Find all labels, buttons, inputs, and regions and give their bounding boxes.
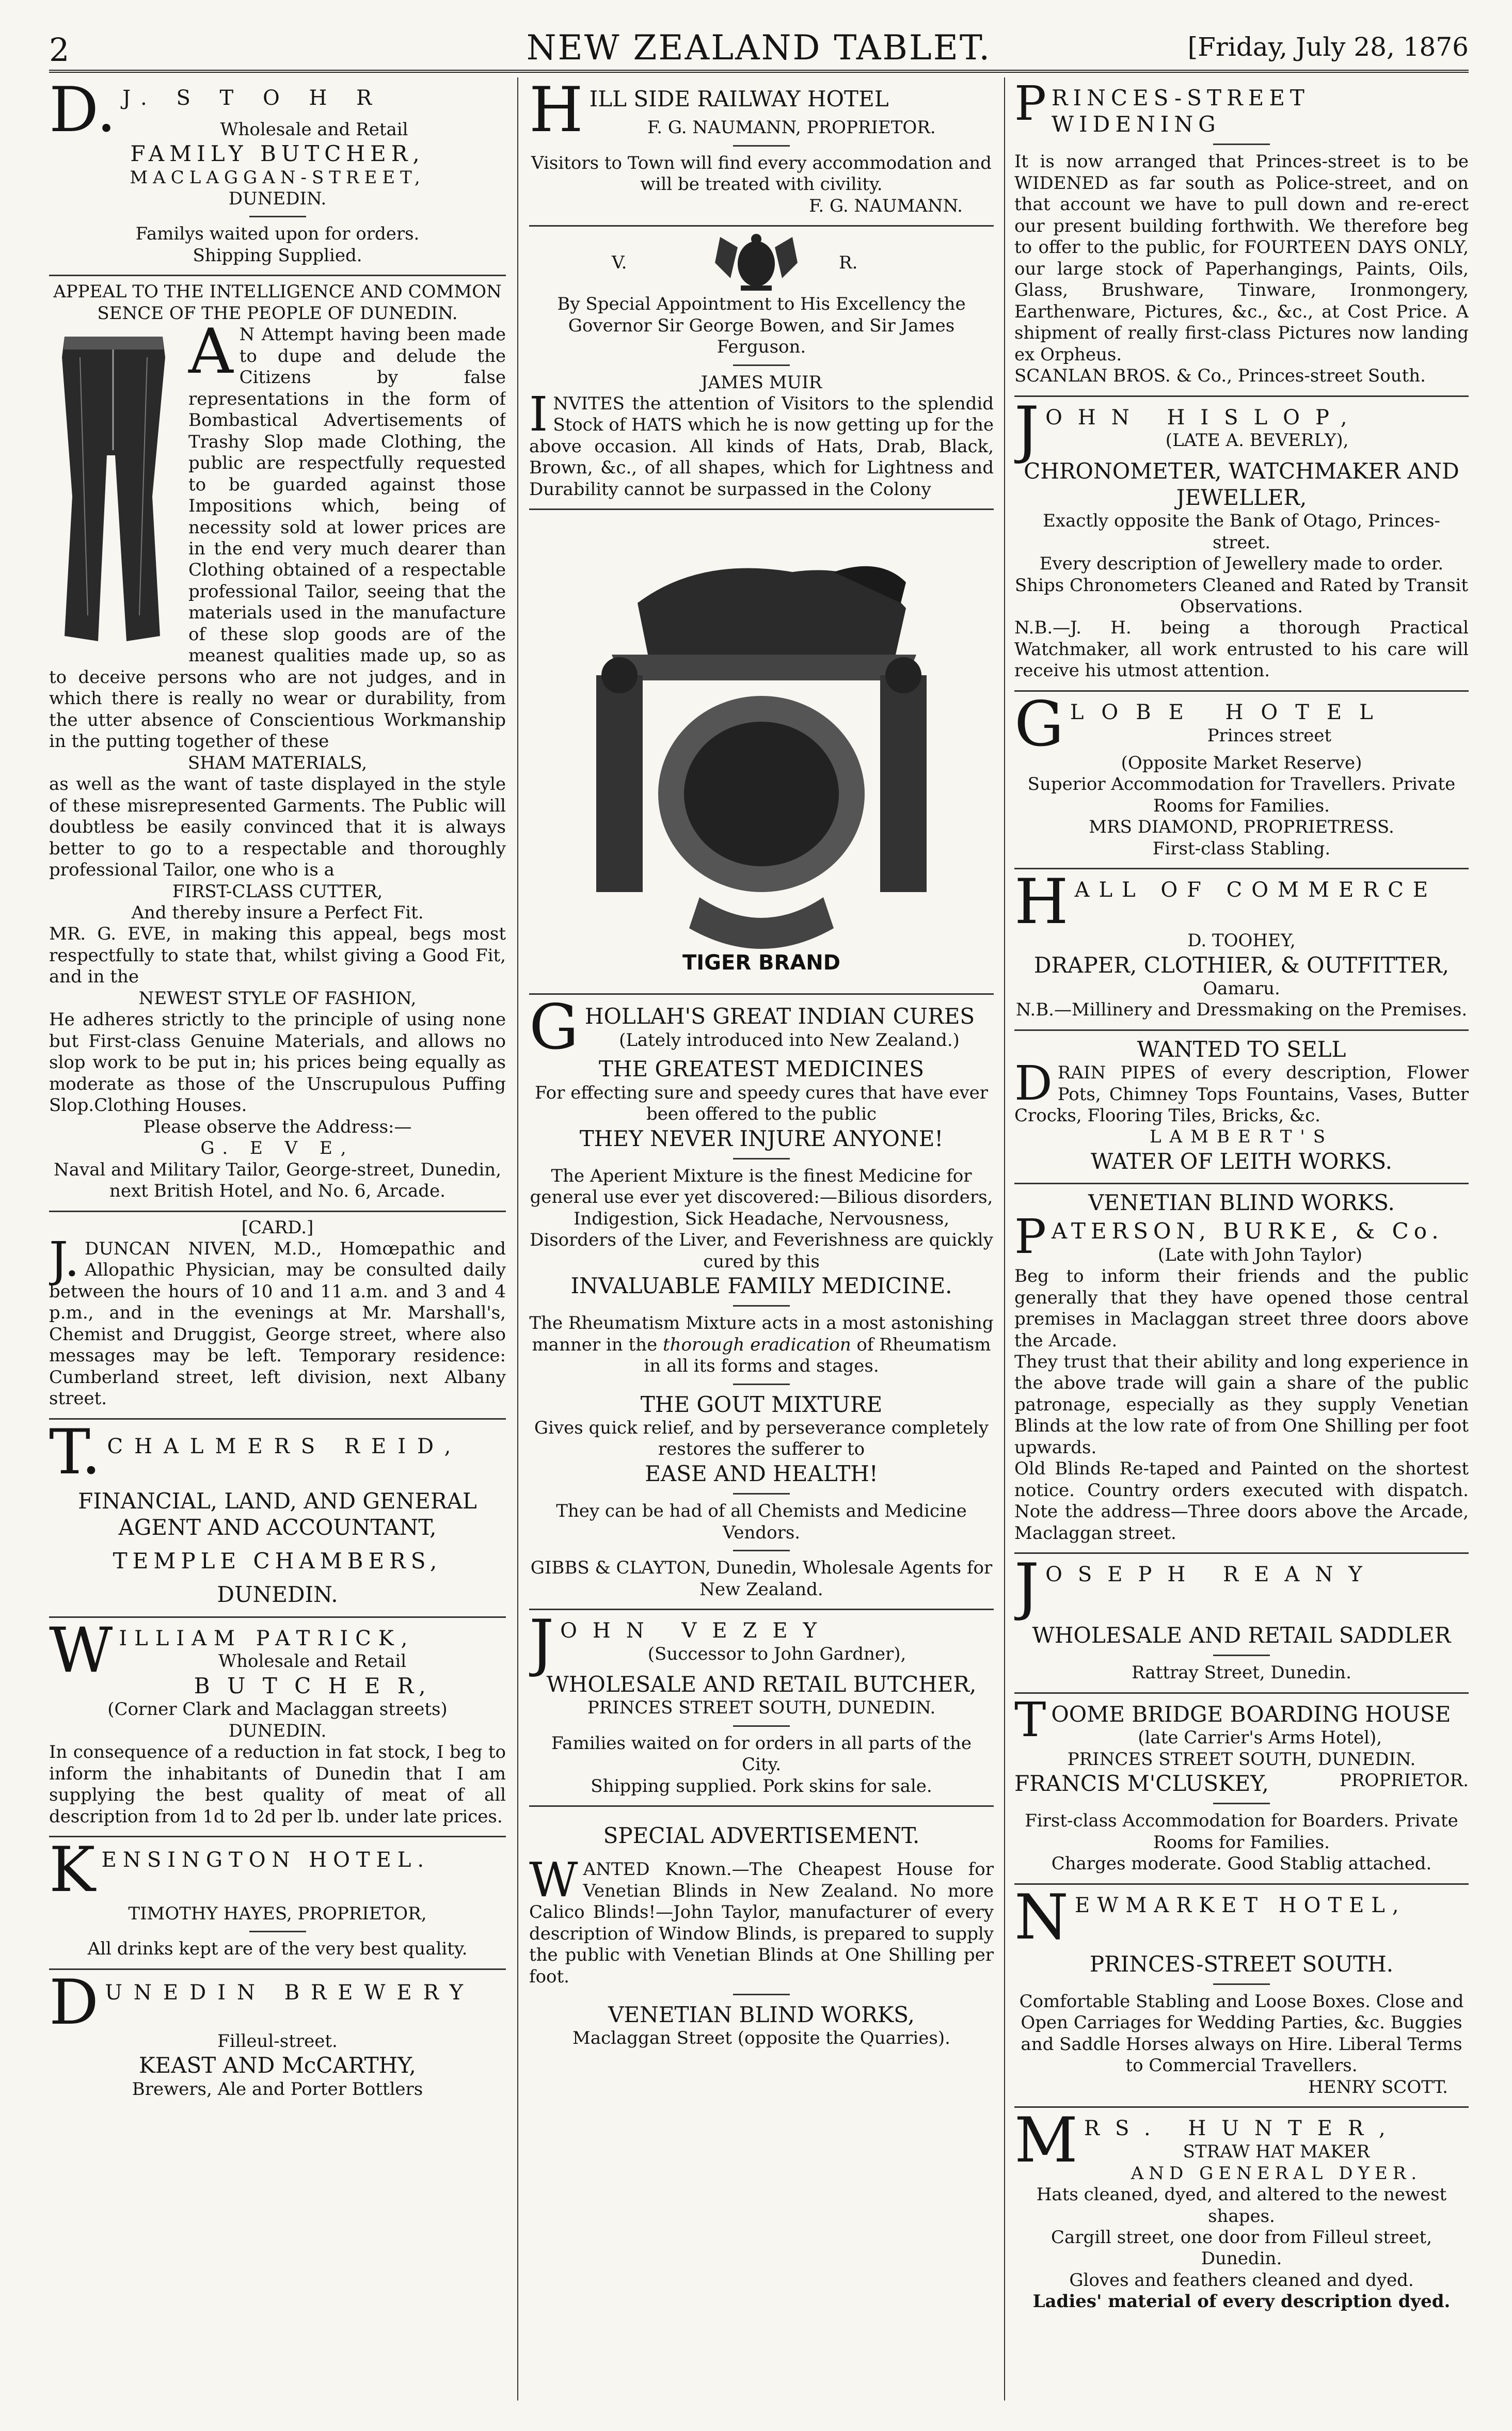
short-rule	[733, 1725, 790, 1727]
drop-cap: J	[1014, 393, 1040, 466]
ad-text: In consequence of a reduction in fat stock, I beg to inform the inhabitants of Dunedin that I am supplying the best quality of meat of all description from 1d to 2d per lb. under late prices.	[49, 1742, 506, 1827]
short-rule	[249, 1931, 306, 1932]
ad-text: Comfortable Stabling and Loose Boxes. Close and Open Carriages for Wedding Parties, &c. Buggies and Saddle Horses always on Hire. Liberal Terms to Commercial Travellers.	[1019, 1991, 1464, 2076]
ad-line: First-class Accommodation for Boarders. Private Rooms for Families.	[1025, 1810, 1458, 1853]
column-3	[1014, 77, 1469, 2401]
ad-line: F. G. NAUMANN, PROPRIETOR.	[647, 117, 936, 138]
masthead	[49, 21, 1469, 73]
ad-princes-street-widening	[1014, 77, 1469, 397]
column-rule	[1004, 77, 1005, 2401]
ad-text: Old Blinds Re-taped and Painted on the shortest notice. Country orders executed with dispatch. Note the address—Three doors above the Arcade, Maclaggan street.	[1014, 1458, 1469, 1544]
ad-title: SPECIAL ADVERTISEMENT.	[603, 1823, 920, 1849]
ad-line: AND GENERAL DYER.	[1131, 2163, 1422, 2184]
ad-name: CHALMERS REID,	[107, 1434, 463, 1458]
short-rule	[733, 364, 790, 366]
ad-text: Gives quick relief, and by perseverance completely restores the sufferer to	[534, 1417, 989, 1460]
ad-line: PRINCES STREET SOUTH, DUNEDIN.	[587, 1697, 936, 1719]
ad-john-vezey	[529, 1607, 994, 1807]
drop-cap: J.	[49, 1232, 79, 1287]
ad-name: ENSINGTON HOTEL.	[101, 1848, 431, 1872]
ad-line: PRINCES-STREET SOUTH.	[1089, 1951, 1394, 1977]
drop-cap: D	[1014, 1056, 1053, 1111]
ad-name: OHN HISLOP,	[1045, 405, 1363, 430]
ad-hall-of-commerce	[1014, 866, 1469, 1031]
ad-name: LOBE HOTEL	[1070, 700, 1391, 724]
ad-chalmers-reid	[49, 1416, 506, 1618]
ad-text: They trust that their ability and long experience in the above trade will gain a share of the public patronage, especially as they supply Venetian Blinds at the low rate of from One Shilling per foot upwards.	[1014, 1351, 1469, 1458]
ad-text: Visitors to Town will find every accommodation and will be treated with civility.	[531, 152, 992, 195]
ad-text: DUNCAN NIVEN, M.D., Homœpathic and Allopathic Physician, may be consulted daily between the hours of 10 and 11 a.m. and 3 and 4 p.m., and in the evenings at Mr. Marshall's, Chemist and Druggist, George street, where also messages may be left. Temporary residence: Cumberland street, left division, next Albany street.	[49, 1238, 506, 1409]
ad-line: All drinks kept are of the very best quality.	[87, 1939, 468, 1960]
drop-cap: G	[529, 992, 579, 1064]
royal-crest-icon	[699, 232, 813, 294]
ad-heading: NEWEST STYLE OF FASHION,	[138, 988, 417, 1009]
ad-line: (late Carrier's Arms Hotel),	[1138, 1727, 1382, 1749]
ad-line: DUNEDIN.	[228, 188, 327, 209]
ad-line: Maclaggan Street (opposite the Quarries).	[572, 2028, 950, 2049]
ad-hill-side-hotel	[529, 77, 994, 227]
ad-text: And thereby insure a Perfect Fit.	[131, 902, 424, 923]
ad-name: UNEDIN BREWERY	[105, 1980, 475, 2005]
ad-stohr	[49, 77, 506, 276]
ad-line: Brewers, Ale and Porter Bottlers	[132, 2078, 423, 2100]
column-rule	[517, 77, 518, 2401]
ad-text: thorough eradication	[663, 1334, 851, 1355]
ad-text: GIBBS & CLAYTON, Dunedin, Wholesale Agents for New Zealand.	[530, 1558, 993, 1600]
ad-title: VENETIAN BLIND WORKS.	[1088, 1190, 1395, 1216]
drop-cap: W	[529, 1852, 578, 1908]
ad-james-muir	[529, 227, 994, 510]
ad-line: PROPRIETOR.	[1339, 1770, 1469, 1791]
ad-line: N.B.—Millinery and Dressmaking on the Premises.	[1015, 999, 1468, 1021]
column-2	[529, 77, 994, 2401]
ad-mrs-hunter	[1014, 2105, 1469, 2321]
ad-venetian-blind-works	[1014, 1184, 1469, 1554]
ad-line: Filleul-street.	[217, 2030, 338, 2052]
short-rule	[1213, 144, 1270, 145]
drop-cap: T	[1014, 1692, 1046, 1747]
ad-name: ILLIAM PATRICK,	[119, 1626, 415, 1650]
ad-line: KEAST AND McCARTHY,	[139, 2053, 416, 2078]
drop-cap: D	[49, 1966, 99, 2039]
ad-line: Shipping supplied. Pork skins for sale.	[591, 1775, 932, 1797]
short-rule	[1213, 1983, 1270, 1985]
ad-line: Shipping Supplied.	[193, 245, 362, 266]
ad-special-advertisement	[529, 1807, 994, 2058]
short-rule	[733, 1158, 790, 1159]
short-rule	[733, 1550, 790, 1551]
drop-cap: H	[1014, 866, 1069, 939]
page-number: 2	[49, 31, 70, 69]
ad-text: For effecting sure and speedy cures that have ever been offered to the public	[534, 1082, 989, 1125]
ad-william-patrick	[49, 1614, 506, 1837]
issue-date: [Friday, July 28, 1876	[1187, 32, 1469, 62]
ad-text: Beg to inform their friends and the public generally that they have opened those central premises in Maclaggan street three doors above the Arcade.	[1014, 1266, 1469, 1351]
ad-text: The Rheumatism Mixture acts in a most astonishing manner in the	[529, 1313, 994, 1355]
ad-text: They can be had of all Chemists and Medicine Vendors.	[556, 1501, 967, 1543]
ad-line: B U T C H E R,	[194, 1673, 431, 1698]
ad-line: Superior Accommodation for Travellers. Private Rooms for Families.	[1027, 774, 1456, 816]
ad-heading: INVALUABLE FAMILY MEDICINE.	[570, 1273, 952, 1299]
ad-line: MRS DIAMOND, PROPRIETRESS.	[1089, 817, 1394, 838]
drop-cap: M	[1014, 2105, 1078, 2177]
ad-text: The Aperient Mixture is the finest Medicine for general use ever yet discovered:—Bilious disorders, Indigestion, Sick Headache, Nervousness, Disorders of the Liver, and Feverishness are quickly cured by this	[530, 1165, 993, 1272]
ad-line: Charges moderate. Good Stablig attached.	[1051, 1853, 1432, 1874]
ad-name: ILL SIDE RAILWAY HOTEL	[589, 86, 889, 112]
ad-line: Every description of Jewellery made to order. Ships Chronometers Cleaned and Rated by Transit Observations.	[1014, 553, 1469, 617]
ad-line: (Successor to John Gardner),	[647, 1643, 906, 1664]
drop-cap: N	[1014, 1881, 1069, 1953]
ad-signature: F. G. NAUMANN.	[809, 195, 963, 216]
ad-text: It is now arranged that Princes-street is to be WIDENED as far south as Police-street, and on that account we have to pull down and re-erect our present building forthwith. We therefore beg to offer to the public, for FOURTEEN DAYS ONLY, our large stock of Paperhangings, Paints, Oils, Glass, Brushware, Tinware, Ironmongery, Earthenware, Pictures, &c., &c., at Cost Price. A shipment of really first-class Pictures now landing ex Orpheus.	[1014, 151, 1469, 365]
ad-name: OOME BRIDGE BOARDING HOUSE	[1051, 1701, 1451, 1727]
ad-name: J. S T O H R	[122, 86, 384, 110]
ad-toome-bridge	[1014, 1694, 1469, 1885]
ad-line: Gloves and feathers cleaned and dyed.	[1069, 2269, 1414, 2291]
drop-cap: K	[49, 1834, 96, 1906]
ad-line: Princes street	[1207, 725, 1332, 746]
drop-cap: A	[188, 316, 233, 388]
tiger-brand-label: TIGER BRAND	[682, 951, 840, 975]
ad-line: Ladies' material of every description dyed.	[1032, 2291, 1451, 2312]
ad-joseph-reany	[1014, 1551, 1469, 1694]
ad-line: Familys waited upon for orders.	[135, 224, 420, 245]
ad-title: APPEAL TO THE INTELLIGENCE AND COMMON SENCE OF THE PEOPLE OF DUNEDIN.	[53, 281, 502, 324]
ad-line: WHOLESALE AND RETAIL BUTCHER,	[546, 1672, 977, 1697]
ad-text: as well as the want of taste displayed in the style of these misrepresented Garments. The Public will doubtless be easily convinced that it is always better to go to a respectable and thoroughly professional Tailor, one who is a	[49, 774, 506, 881]
ad-line: TIMOTHY HAYES, PROPRIETOR,	[128, 1903, 427, 1924]
ad-name: RINCES-STREET WIDENING	[1051, 85, 1310, 137]
ad-text: N.B.—J. H. being a thorough Practical Watchmaker, all work entrusted to his care will receive his utmost attention.	[1014, 617, 1469, 681]
ad-text: RAIN PIPES of every description, Flower Pots, Chimney Tops Fountains, Vases, Butter Crocks, Flooring Tiles, Bricks, &c.	[1014, 1062, 1469, 1126]
ad-line: TEMPLE CHAMBERS,	[113, 1548, 442, 1574]
drop-cap: J	[529, 1607, 554, 1679]
short-rule	[1213, 1803, 1270, 1804]
ad-name: OSEPH REANY	[1045, 1563, 1378, 1587]
short-rule	[733, 1384, 790, 1385]
ad-signature: SCANLAN BROS. & Co., Princes-street South.	[1014, 366, 1426, 387]
ad-line: Wholesale and Retail	[218, 1651, 407, 1672]
ad-line: CHRONOMETER, WATCHMAKER AND JEWELLER,	[1024, 458, 1459, 510]
ad-name: JAMES MUIR	[701, 372, 822, 393]
ad-text: MR. G. EVE, in making this appeal, begs most respectfully to state that, whilst giving a Good Fit, and in the	[49, 924, 506, 988]
ad-line: MACLAGGAN-STREET,	[130, 167, 425, 188]
ad-line: PRINCES STREET SOUTH, DUNEDIN.	[1067, 1749, 1416, 1770]
ad-text: He adheres strictly to the principle of using none but First-class Genuine Materials, and allows no slop work to be put in; his prices being equally as moderate as those of the Unscrupulous Puffing Slop.Clothing Houses.	[49, 1009, 506, 1116]
ad-text: Please observe the Address:—	[143, 1116, 412, 1137]
ad-john-hislop	[1014, 393, 1469, 692]
short-rule	[733, 1493, 790, 1495]
ad-heading: THE GOUT MIXTURE	[640, 1391, 883, 1417]
ad-heading: LAMBERT'S	[1149, 1126, 1334, 1148]
short-rule	[1213, 1655, 1270, 1656]
ad-tiger-brand	[529, 510, 994, 995]
ad-label: [CARD.]	[241, 1217, 314, 1238]
newspaper-page	[49, 21, 1469, 2406]
ad-line: V.	[612, 252, 627, 274]
ad-text: N Attempt having been made to dupe and delude the Citizens by false representations in the form of Bombastical Advertisements of Trashy Slop made Clothing, the public are respectfully requested to be guarded against those Impositions which, being of necessity sold at lower prices are in the end very much dearer than Clothing obtained of a respectable professional Tailor, seeing that the materials used in the manufacture of these slop goods are of the meanest qualities made up, so as to deceive persons who are not judges, and in which there is really no wear or durability, from the utter absence of Conscientious Workmanship in the putting together of these	[49, 324, 506, 752]
ad-ghollah-cures	[529, 992, 994, 1610]
drop-cap: J	[1014, 1551, 1040, 1623]
ad-eve-appeal	[49, 276, 506, 1212]
ad-line: FRANCIS M'CLUSKEY,	[1014, 1771, 1269, 1797]
drop-cap: P	[1014, 1209, 1046, 1265]
drop-cap: P	[1014, 77, 1046, 131]
ad-line: WHOLESALE AND RETAIL SADDLER	[1032, 1623, 1451, 1648]
ad-line: DUNEDIN.	[228, 1720, 327, 1741]
ad-line: Wholesale and Retail	[220, 119, 408, 140]
ad-name: G. E V E,	[200, 1138, 355, 1159]
ad-text: NVITES the attention of Visitors to the splendid Stock of HATS which he is now getting up for the above occasion. All kinds of Hats, Drab, Black, Brown, &c., of all shapes, which for Lightness and Durability cannot be surpassed in the Colony	[529, 393, 994, 500]
drop-cap: G	[1014, 688, 1064, 760]
ad-line: (Opposite Market Reserve)	[1121, 752, 1362, 773]
ad-line: DRAPER, CLOTHIER, & OUTFITTER,	[1033, 952, 1450, 978]
ad-drain-pipes	[1014, 1031, 1469, 1184]
ad-heading: THE GREATEST MEDICINES	[598, 1056, 925, 1082]
drop-cap: W	[49, 1614, 113, 1687]
ad-line: Rattray Street, Dunedin.	[1132, 1662, 1351, 1683]
ad-name: ALL OF COMMERCE	[1074, 878, 1438, 902]
drop-cap: H	[529, 77, 583, 146]
ad-title: WANTED TO SELL	[1137, 1036, 1346, 1062]
ad-newmarket-hotel	[1014, 1881, 1469, 2108]
ad-signature: HENRY SCOTT.	[1308, 2076, 1448, 2098]
drop-cap: D.	[49, 77, 117, 146]
trousers-illustration	[49, 326, 178, 657]
ad-heading: EASE AND HEALTH!	[645, 1460, 878, 1486]
ad-name: HOLLAH'S GREAT INDIAN CURES	[584, 1004, 975, 1029]
ad-name: RS. HUNTER,	[1084, 2117, 1401, 2141]
short-rule	[249, 216, 306, 217]
ad-line: Cargill street, one door from Filleul street, Dunedin.	[1051, 2227, 1433, 2269]
ad-line: R.	[839, 252, 858, 274]
ad-line: FINANCIAL, LAND, AND GENERAL AGENT AND ACCOUNTANT,	[78, 1488, 477, 1540]
ad-line: FAMILY BUTCHER,	[130, 141, 425, 167]
short-rule	[733, 145, 790, 147]
ad-text: By Special Appointment to His Excellency the Governor Sir George Bowen, and Sir James Ferguson.	[557, 294, 966, 358]
ad-line: Exactly opposite the Bank of Otago, Princes-street.	[1043, 511, 1440, 553]
ad-globe-hotel	[1014, 688, 1469, 869]
ad-heading: THEY NEVER INJURE ANYONE!	[579, 1125, 944, 1151]
ad-line: D. TOOHEY,	[1187, 930, 1296, 951]
column-1	[49, 77, 506, 2401]
drop-cap: T.	[49, 1416, 101, 1488]
ad-line: (Late with John Taylor)	[1157, 1244, 1363, 1265]
tiger-brand-illustration	[545, 526, 978, 980]
ad-line: (Lately introduced into New Zealand.)	[619, 1029, 960, 1051]
ad-heading: VENETIAN BLIND WORKS,	[608, 2002, 915, 2028]
ad-text: of Rheumatism in all its forms and stages.	[644, 1334, 991, 1377]
ad-text: Naval and Military Tailor, George-street, Dunedin, next British Hotel, and No. 6, Arcade.	[54, 1159, 501, 1202]
ad-line: First-class Stabling.	[1152, 838, 1331, 859]
drop-cap: I	[529, 386, 548, 442]
ad-line: (LATE A. BEVERLY),	[1165, 430, 1349, 451]
short-rule	[733, 1305, 790, 1307]
ad-line: Families waited on for orders in all parts of the City.	[551, 1733, 972, 1775]
newspaper-title: NEW ZEALAND TABLET.	[526, 28, 992, 68]
ad-line: STRAW HAT MAKER	[1183, 2141, 1370, 2163]
ad-line: Hats cleaned, dyed, and altered to the newest shapes.	[1036, 2184, 1447, 2227]
ad-heading: FIRST-CLASS CUTTER,	[172, 881, 383, 902]
ad-heading: SHAM MATERIALS,	[187, 752, 368, 773]
ad-dunedin-brewery	[49, 1966, 506, 2108]
ad-niven	[49, 1212, 506, 1420]
short-rule	[733, 1994, 790, 1995]
ad-name: EWMARKET HOTEL,	[1075, 1893, 1406, 1917]
ad-line: Oamaru.	[1203, 978, 1280, 999]
ad-line: DUNEDIN.	[217, 1582, 338, 1608]
ad-heading: WATER OF LEITH WORKS.	[1090, 1148, 1393, 1174]
ad-name: OHN VEZEY	[560, 1619, 832, 1643]
ad-kensington-hotel	[49, 1834, 506, 1970]
ad-line: (Corner Clark and Maclaggan streets)	[107, 1699, 448, 1720]
ad-text: ANTED Known.—The Cheapest House for Venetian Blinds in New Zealand. No more Calico Blinds!—John Taylor, manufacturer of every description of Window Blinds, is prepared to supply the public with Venetian Blinds at One Shilling per foot.	[529, 1859, 994, 1987]
ad-name: ATERSON, BURKE, & Co.	[1051, 1218, 1444, 1244]
